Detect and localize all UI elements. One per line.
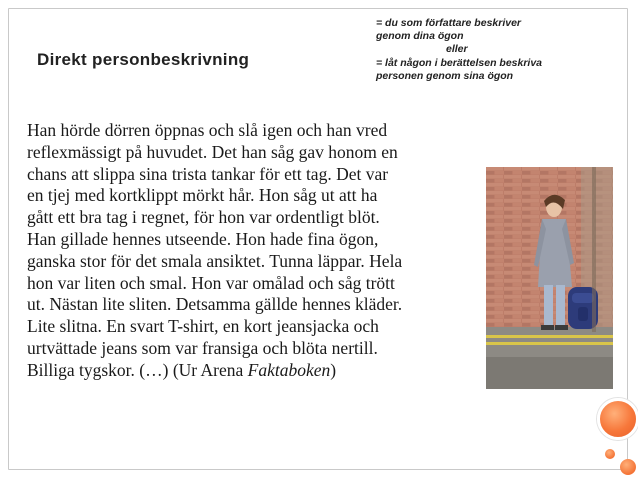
slide-title: Direkt personbeskrivning: [37, 50, 250, 69]
body-line: gått ett bra tag i regnet, för hon var ordentligt blöt.: [27, 207, 380, 228]
book-title: Faktaboken: [247, 359, 331, 380]
body-line: ut. Nästan lite sliten. Detsamma gällde hennes kläder.: [27, 294, 403, 315]
body-line: Han gillade hennes utseende. Hon hade fina ögon,: [27, 228, 379, 249]
body-line: hon var liten och smal. Hon var omålad och såg trött: [27, 272, 395, 293]
body-line: urtvättade jeans som var fransiga och blöta nertill.: [27, 337, 378, 358]
note-line-3: eller: [446, 43, 468, 56]
note-line-2: genom dina ögon: [376, 30, 464, 43]
note-line-1: = du som författare beskriver: [376, 17, 522, 29]
annotation-note: [376, 17, 626, 83]
citation-suffix: ): [330, 359, 337, 380]
girl-photo: [486, 167, 613, 389]
body-line: chans att slippa sina trista tankar för ett tag. Det var: [27, 163, 389, 184]
body-line: ganska stor för det smala ansiktet. Tunna läppar. Hela: [27, 250, 403, 271]
body-line-last: [27, 360, 497, 382]
body-text: [27, 120, 497, 382]
note-line-5: personen genom sina ögon: [376, 69, 514, 82]
body-line: en tjej med kortklippt mörkt hår. Hon såg ut att ha: [27, 185, 378, 206]
body-line: Han hörde dörren öppnas och slå igen och han vred: [27, 120, 388, 140]
note-line-4: = låt någon i berättelsen beskriva: [376, 56, 543, 69]
decorative-circle-large: [597, 398, 638, 440]
body-line: reflexmässigt på huvudet. Det han såg gav honom en: [27, 141, 398, 162]
body-line: Lite slitna. En svart T-shirt, en kort jeansjacka och: [27, 316, 379, 337]
decorative-circle-tiny: [605, 449, 615, 459]
citation-prefix: Billiga tygskor. (…) (Ur Arena: [27, 359, 248, 380]
decorative-circle-small: [620, 459, 636, 475]
